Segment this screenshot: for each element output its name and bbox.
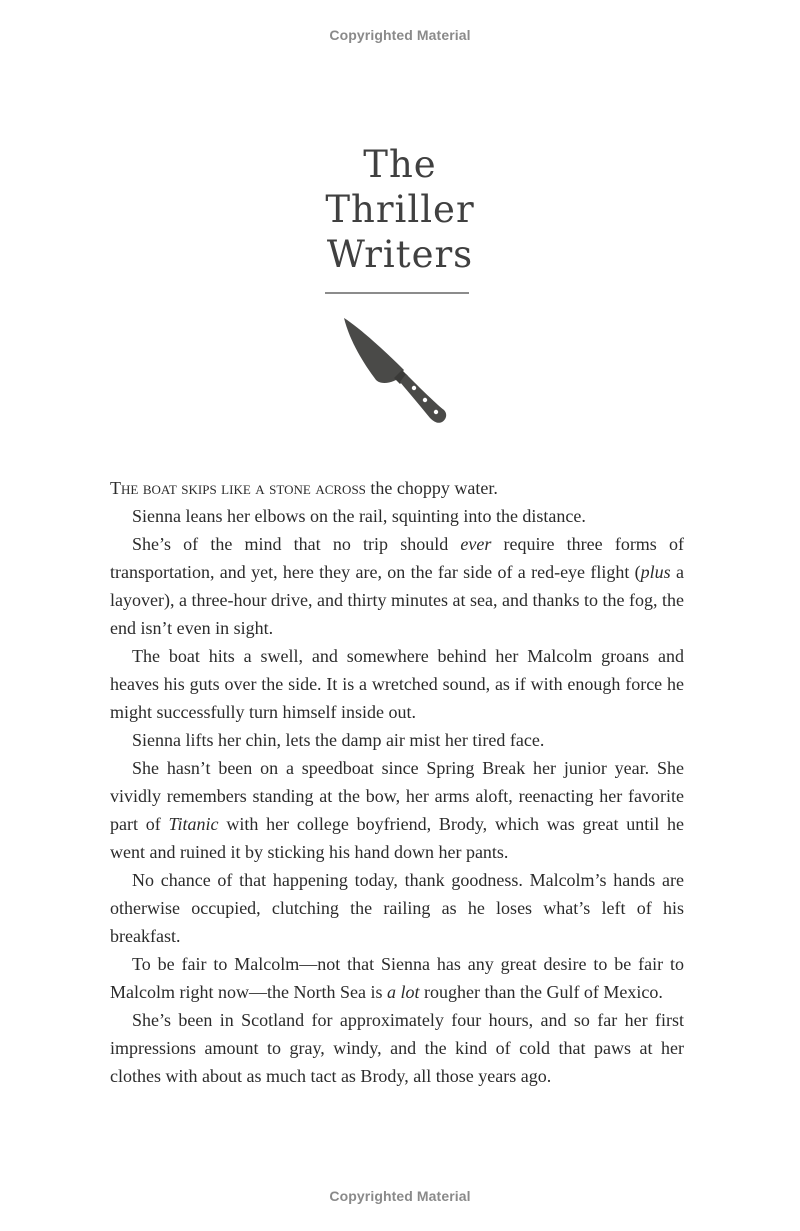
paragraph-3-emphasis-1: ever: [460, 534, 492, 554]
copyright-watermark-top: Copyrighted Material: [329, 27, 471, 43]
opening-smallcaps: The boat skips like a stone across: [110, 478, 366, 498]
paragraph-2: Sienna leans her elbows on the rail, squinting into the distance.: [132, 506, 586, 526]
title-divider: [325, 292, 469, 294]
paragraph-6-part-2: with her college boyfriend, Brody, which was great until he went and ruined it by sticking his hand down her pants.: [110, 814, 684, 862]
paragraph-3-part-1: She’s of the mind that no trip should: [132, 534, 461, 554]
chapter-body: [110, 474, 684, 1090]
paragraph-3-emphasis-2: plus: [640, 562, 671, 582]
copyright-watermark-bottom: Copyrighted Material: [329, 1188, 471, 1204]
paragraph-3-part-3: a layover), a three-hour drive, and thirty minutes at sea, and thanks to the fog, the end isn’t even in sight.: [110, 562, 684, 638]
chapter-title-line-1: The: [363, 143, 437, 186]
paragraph-6-emphasis-1: Titanic: [168, 814, 219, 834]
paragraph-9: She’s been in Scotland for approximately four hours, and so far her first impressions amount to gray, windy, and the kind of cold that paws at her clothes with about as much tact as Brody, all those years ago.: [110, 1010, 684, 1086]
paragraph-8-part-1: To be fair to Malcolm—not that Sienna has any great desire to be fair to Malcolm right now—the North Sea is: [110, 954, 684, 1002]
paragraph-8-part-2: rougher than the Gulf of Mexico.: [419, 982, 663, 1002]
paragraph-3-part-2: require three forms of transportation, and yet, here they are, on the far side of a red-eye flight (: [110, 534, 684, 582]
chapter-title: [0, 142, 800, 277]
paragraph-6: [110, 754, 684, 866]
paragraph-5: Sienna lifts her chin, lets the damp air mist her tired face.: [132, 730, 545, 750]
paragraph-4: The boat hits a swell, and somewhere behind her Malcolm groans and heaves his guts over the side. It is a wretched sound, as if with enough force he might successfully turn himself inside out.: [110, 646, 684, 722]
paragraph-8: [110, 950, 684, 1006]
paragraph-1-text: the choppy water.: [365, 478, 498, 498]
paragraph-1: [110, 474, 684, 502]
chapter-title-line-3: Writers: [326, 233, 474, 276]
knife-icon: [338, 314, 454, 430]
paragraph-7: No chance of that happening today, thank goodness. Malcolm’s hands are otherwise occupied, clutching the railing as he loses what’s left of his breakfast.: [110, 870, 684, 946]
chapter-title-line-2: Thriller: [325, 188, 475, 231]
paragraph-3: [110, 530, 684, 642]
paragraph-6-part-1: She hasn’t been on a speedboat since Spring Break her junior year. She vividly remembers standing at the bow, her arms aloft, reenacting her favorite part of: [110, 758, 684, 834]
paragraph-8-emphasis-1: a lot: [386, 982, 420, 1002]
